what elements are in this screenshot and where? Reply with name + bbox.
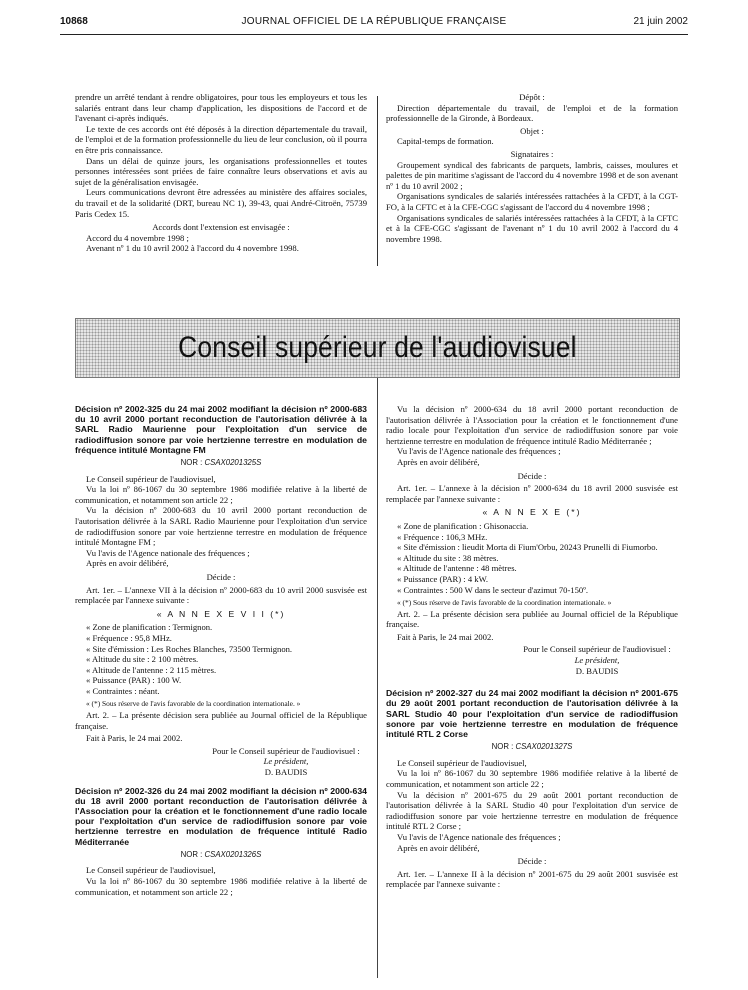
banner-title: Conseil supérieur de l'audiovisuel [178, 331, 577, 364]
annex-line: « Altitude du site : 38 mètres. [397, 552, 499, 563]
nor-reference: NOR : CSAX0201327S [491, 742, 573, 752]
page-number: 10868 [60, 16, 88, 27]
annex-line: « Zone de planification : Ghisonaccia. [397, 520, 529, 531]
article-1: Art. 1er. – L'annexe VII à la décision nº 2000-683 du 10 avril 2000 susvisée est remplacée par l'annexe suivante : [75, 584, 367, 606]
paragraph: Après en avoir délibéré, [397, 456, 480, 467]
annex-line: « Contraintes : 500 W dans le secteur d'azimut 70-150º. [397, 584, 589, 595]
annex-line: « Altitude de l'antenne : 2 115 mètres. [86, 664, 217, 675]
fait-line: Fait à Paris, le 24 mai 2002. [397, 631, 494, 642]
depot-label: Dépôt : [519, 92, 545, 102]
paragraph: Le Conseil supérieur de l'audiovisuel, [397, 757, 527, 768]
article-2: Art. 2. – La présente décision sera publiée au Journal officiel de la République française. [386, 608, 678, 630]
paragraph: Vu la décision nº 2000-634 du 18 avril 2000 portant reconduction de l'autorisation délivrée à l'Association pour la création et le fonctionnement d'une radio locale pour l'exploitation d'un service de radiodiffusion sonore par voie hertzienne terrestre en modulation de fréquence intitulé Radio Méditerranée ; [386, 404, 678, 446]
paragraph: Groupement syndical des fabricants de parquets, lambris, caisses, moulures et palettes de pin maritime s'agissant de l'accord du 4 novembre 1998 et de son avenant nº 1 du 10 avril 2002 ; [386, 159, 678, 191]
left-column [75, 404, 367, 897]
depot-text: Direction départementale du travail, de l'emploi et de la formation professionnelle de la Gironde, à Bordeaux. [386, 102, 678, 124]
objet-text: Capital-temps de formation. [397, 136, 494, 147]
annex-note: « (*) Sous réserve de l'avis favorable de la coordination internationale. » [86, 699, 301, 709]
annex-line: « Puissance (PAR) : 4 kW. [397, 573, 489, 584]
section-banner [75, 318, 680, 378]
paragraph: Organisations syndicales de salariés intéressées rattachées à la CFDT, à la CGT-FO, à la CFTC et à la CFE-CGC s'agissant de l'accord du 4 novembre 1998 ; [386, 191, 678, 212]
annex-title: « A N N E X E (*) [482, 507, 582, 518]
paragraph: Le Conseil supérieur de l'audiovisuel, [86, 865, 216, 876]
paragraph: Après en avoir délibéré, [397, 842, 480, 853]
decision-title: Décision nº 2002-325 du 24 mai 2002 modifiant la décision nº 2000-683 du 10 avril 2000 portant reconduction de l'autorisation délivrée à la SARL Radio Maurienne pour l'exploitation d'un service de radiodiffusion sonore par voie hertzienne terrestre en modulation de fréquence intitulé Montagne FM [75, 404, 367, 455]
paragraph: Vu l'avis de l'Agence nationale des fréquences ; [86, 547, 250, 558]
objet-label: Objet : [520, 125, 544, 136]
column-divider [377, 96, 378, 266]
annex-line: « Altitude de l'antenne : 48 mètres. [397, 563, 517, 574]
annex-title: « A N N E X E V I I (*) [156, 608, 286, 619]
paragraph: Vu la loi nº 86-1067 du 30 septembre 1986 modifiée relative à la liberté de communication, et notamment son article 22 ; [75, 484, 367, 505]
column-divider [377, 378, 378, 978]
annex-line: « Zone de planification : Termignon. [86, 622, 213, 633]
annex-line: « Site d'émission : Les Roches Blanches, 73500 Termignon. [86, 643, 293, 654]
paragraph: Vu l'avis de l'Agence nationale des fréquences ; [397, 832, 561, 843]
decision-title: Décision nº 2002-326 du 24 mai 2002 modifiant la décision nº 2000-634 du 18 avril 2000 portant reconduction de l'autorisation délivrée à l'Association pour la création et le fonctionnement d'une radio locale pour l'exploitation d'un service de radiodiffusion sonore par voie hertzienne terrestre en modulation de fréquence intitulé Radio Méditerranée [75, 785, 367, 847]
article-1: Art. 1er. – L'annexe à la décision nº 2000-634 du 18 avril 2000 susvisée est remplacée par l'annexe suivante : [386, 483, 678, 504]
top-left-column [75, 92, 367, 254]
annex-note: « (*) Sous réserve de l'avis favorable de la coordination internationale. » [397, 598, 612, 608]
paragraph: prendre un arrêté tendant à rendre obligatoires, pour tous les employeurs et tous les salariés entrant dans leur champ d'application, les dispositions de l'accord et de l'avenant ci-après indiqués. [75, 92, 367, 124]
signataires-label: Signataires : [510, 148, 554, 159]
signature-intro: Pour le Conseil supérieur de l'audiovisuel : [523, 644, 671, 655]
header-rule [60, 34, 688, 35]
list-item: Avenant nº 1 du 10 avril 2002 à l'accord du 4 novembre 1998. [86, 243, 299, 254]
article-1: Art. 1er. – L'annexe II à la décision nº 2001-675 du 29 août 2001 susvisée est remplacée par l'annexe suivante : [386, 868, 678, 890]
paragraph: Dans un délai de quinze jours, les organisations professionnelles et toutes personnes intéressées sont priées de faire connaître leurs observations et avis au sujet de la généralisation envisagée. [75, 155, 367, 187]
paragraph: Après en avoir délibéré, [86, 558, 169, 569]
paragraph: Vu la décision nº 2000-683 du 10 avril 2000 portant reconduction de l'autorisation délivrée à la SARL Radio Maurienne pour l'exploitation d'un service de radiodiffusion sonore par voie hertzienne terrestre en modulation de fréquence intitulé Montagne FM ; [75, 505, 367, 548]
paragraph: Vu la loi nº 86-1067 du 30 septembre 1986 modifiée relative à la liberté de communication, et notamment son article 22 ; [75, 876, 367, 897]
signature-name: D. BAUDIS [264, 767, 308, 778]
article-2: Art. 2. – La présente décision sera publiée au Journal officiel de la République française. [75, 710, 367, 731]
paragraph: Organisations syndicales de salariés intéressées rattachées à la CFDT, à la CFTC et à la CFE-CGC s'agissant de l'avenant nº 1 du 10 avril 2002 à l'accord du 4 novembre 1998. [386, 212, 678, 244]
nor-reference: NOR : CSAX0201326S [180, 849, 262, 859]
paragraph: Le Conseil supérieur de l'audiovisuel, [86, 473, 216, 484]
fait-line: Fait à Paris, le 24 mai 2002. [86, 733, 183, 744]
decide-label: Décide : [517, 856, 547, 867]
paragraph: Vu la loi nº 86-1067 du 30 septembre 1986 modifiée relative à la liberté de communication, et notamment son article 22 ; [386, 768, 678, 790]
decision-title: Décision nº 2002-327 du 24 mai 2002 modifiant la décision nº 2001-675 du 29 août 2001 portant reconduction de l'autorisation délivrée à la SARL Studio 40 pour l'exploitation d'un service de radiodiffusion sonore par voie hertzienne terrestre en modulation de fréquence intitulé RTL 2 Corse [386, 688, 678, 740]
signature-title: Le président, [574, 655, 620, 666]
journal-title: JOURNAL OFFICIEL DE LA RÉPUBLIQUE FRANÇAISE [241, 16, 507, 27]
annex-line: « Contraintes : néant. [86, 685, 160, 696]
signature-title: Le président, [263, 756, 309, 767]
page-header [0, 16, 748, 36]
right-column [386, 404, 678, 890]
issue-date: 21 juin 2002 [633, 16, 688, 27]
annex-line: « Puissance (PAR) : 100 W. [86, 675, 182, 686]
annex-line: « Altitude du site : 2 100 mètres. [86, 654, 199, 665]
paragraph: Leurs communications devront être adressées au ministère des affaires sociales, du travail et de la solidarité (DRT, bureau NC 1), 39-43, quai André-Citroën, 75739 Paris Cedex 15. [75, 187, 367, 219]
decide-label: Décide : [517, 470, 547, 481]
annex-line: « Fréquence : 95,8 MHz. [86, 632, 172, 643]
decide-label: Décide : [206, 571, 236, 582]
signature-name: D. BAUDIS [575, 665, 619, 676]
top-right-column [386, 92, 678, 244]
section-label: Accords dont l'extension est envisagée : [152, 222, 290, 233]
paragraph: Le texte de ces accords ont été déposés à la direction départementale du travail, de l'emploi et de la formation professionnelle du lieu de leur conclusion, où il pourra en être pris connaissance. [75, 123, 367, 155]
list-item: Accord du 4 novembre 1998 ; [86, 232, 189, 243]
paragraph: Vu l'avis de l'Agence nationale des fréquences ; [397, 446, 561, 457]
paragraph: Vu la décision nº 2001-675 du 29 août 2001 portant reconduction de l'autorisation délivrée à la SARL Studio 40 pour l'exploitation d'un service de radiodiffusion sonore par voie hertzienne terrestre en modulation de fréquence intitulé RTL 2 Corse ; [386, 789, 678, 832]
nor-reference: NOR : CSAX0201325S [180, 458, 262, 468]
annex-line: « Site d'émission : lieudit Morta di Fium'Orbu, 20243 Prunelli di Fiumorbo. [397, 542, 658, 553]
annex-line: « Fréquence : 106,3 MHz. [397, 531, 488, 542]
signature-intro: Pour le Conseil supérieur de l'audiovisuel : [212, 745, 360, 756]
